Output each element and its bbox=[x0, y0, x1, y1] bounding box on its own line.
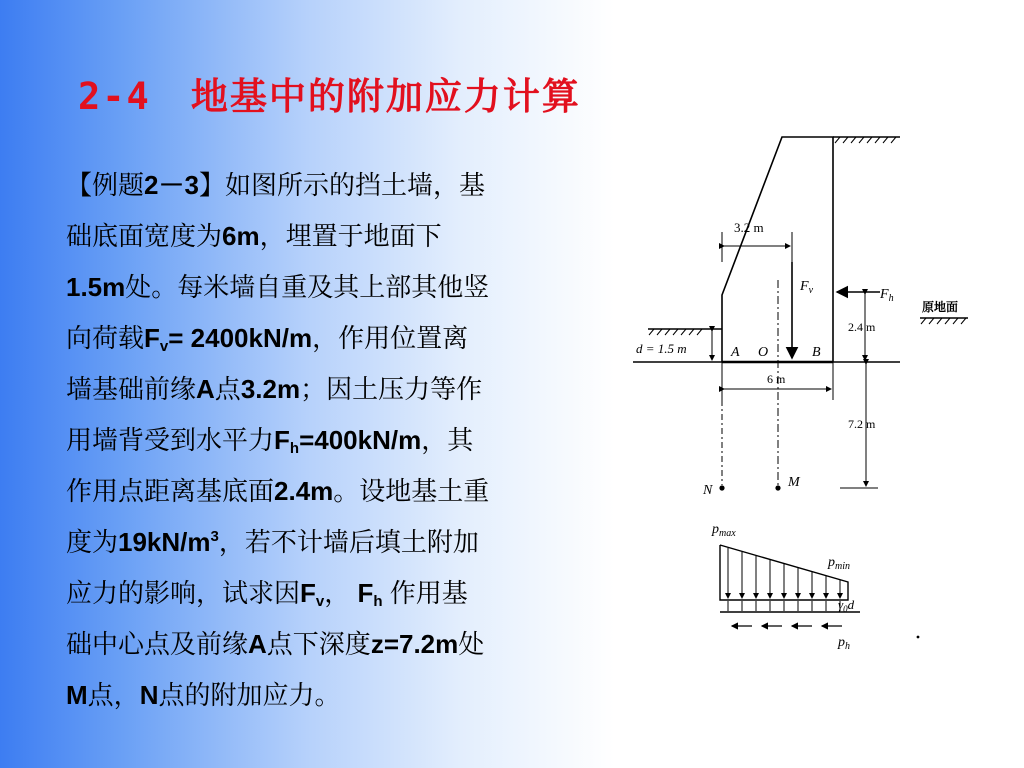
point-b: B bbox=[812, 345, 821, 360]
point-n-dot bbox=[719, 485, 724, 490]
fh-label: F bbox=[880, 287, 889, 302]
text-line: 应力的影响，试求因$F_v$， $F_h$ 作用基 bbox=[66, 578, 468, 610]
point-a: A bbox=[731, 345, 740, 360]
text-line: 础底面宽度为6m，埋置于地面下 bbox=[66, 221, 442, 251]
slide-title bbox=[78, 66, 581, 120]
retaining-wall-figure bbox=[628, 128, 982, 664]
dot-mark bbox=[917, 636, 920, 639]
self-weight-arrows bbox=[728, 601, 840, 611]
point-m: M bbox=[788, 475, 800, 490]
original-ground-label: 原地面 bbox=[922, 300, 959, 314]
svg-text:ph: $p_h$ bbox=[838, 635, 850, 652]
point-o: O bbox=[758, 345, 769, 360]
text-line: 作用点距离基底面2.4m。设地基土重 bbox=[66, 476, 490, 506]
dim-d: d = 1.5 m bbox=[636, 341, 687, 356]
point-m-dot bbox=[775, 485, 780, 490]
gamma-d-label: γ bbox=[838, 597, 844, 612]
point-n: N bbox=[703, 483, 713, 498]
ph-label: p bbox=[838, 635, 845, 650]
dim-3-2: 3.2 m bbox=[734, 220, 764, 235]
dim-7-2: 7.2 m bbox=[848, 417, 876, 431]
hatch-backfill bbox=[835, 137, 896, 143]
problem-statement bbox=[66, 160, 626, 721]
section-title: 地基中的附加应力计算 bbox=[190, 75, 581, 118]
svg-text:pmax: $p_{max}$ bbox=[712, 522, 736, 539]
text-line: 用墙背受到水平力$F_h=400kN/m$，其 bbox=[66, 425, 474, 457]
fv-label: F bbox=[800, 279, 809, 294]
text-line: 度为$19kN/m^3$，若不计墙后填土附加 bbox=[66, 527, 479, 557]
text-line: 向荷载$F_v= 2400kN/m$，作用位置离 bbox=[66, 323, 469, 355]
wall-diagram bbox=[628, 128, 982, 664]
hatch-ground bbox=[921, 318, 966, 324]
pressure-arrows bbox=[728, 548, 840, 598]
pmin-label: p bbox=[828, 555, 835, 570]
text-line: 【例题2－3】如图所示的挡土墙，基 bbox=[66, 170, 485, 200]
dim-2-4: 2.4 m bbox=[848, 320, 876, 334]
svg-text:pmin: $p_{min}$ bbox=[828, 555, 850, 572]
svg-text:γ0d: $\gamma_0d$ bbox=[838, 597, 855, 614]
text-line: 墙基础前缘A点3.2m；因土压力等作 bbox=[66, 374, 483, 404]
dim-6: 6 m bbox=[767, 372, 786, 386]
text-line: 础中心点及前缘A点下深度z=7.2m处 bbox=[66, 629, 485, 659]
pmax-label: p bbox=[712, 522, 719, 537]
text-line: M点，N点的附加应力。 bbox=[66, 680, 341, 710]
svg-text:Fv: $F_v$ bbox=[800, 279, 814, 296]
section-number: 2-4 bbox=[78, 75, 151, 118]
text-line: 1.5m处。每米墙自重及其上部其他竖 bbox=[66, 272, 490, 302]
hatch-front bbox=[649, 329, 702, 335]
svg-text:Fh: $F_h$ bbox=[880, 287, 894, 304]
